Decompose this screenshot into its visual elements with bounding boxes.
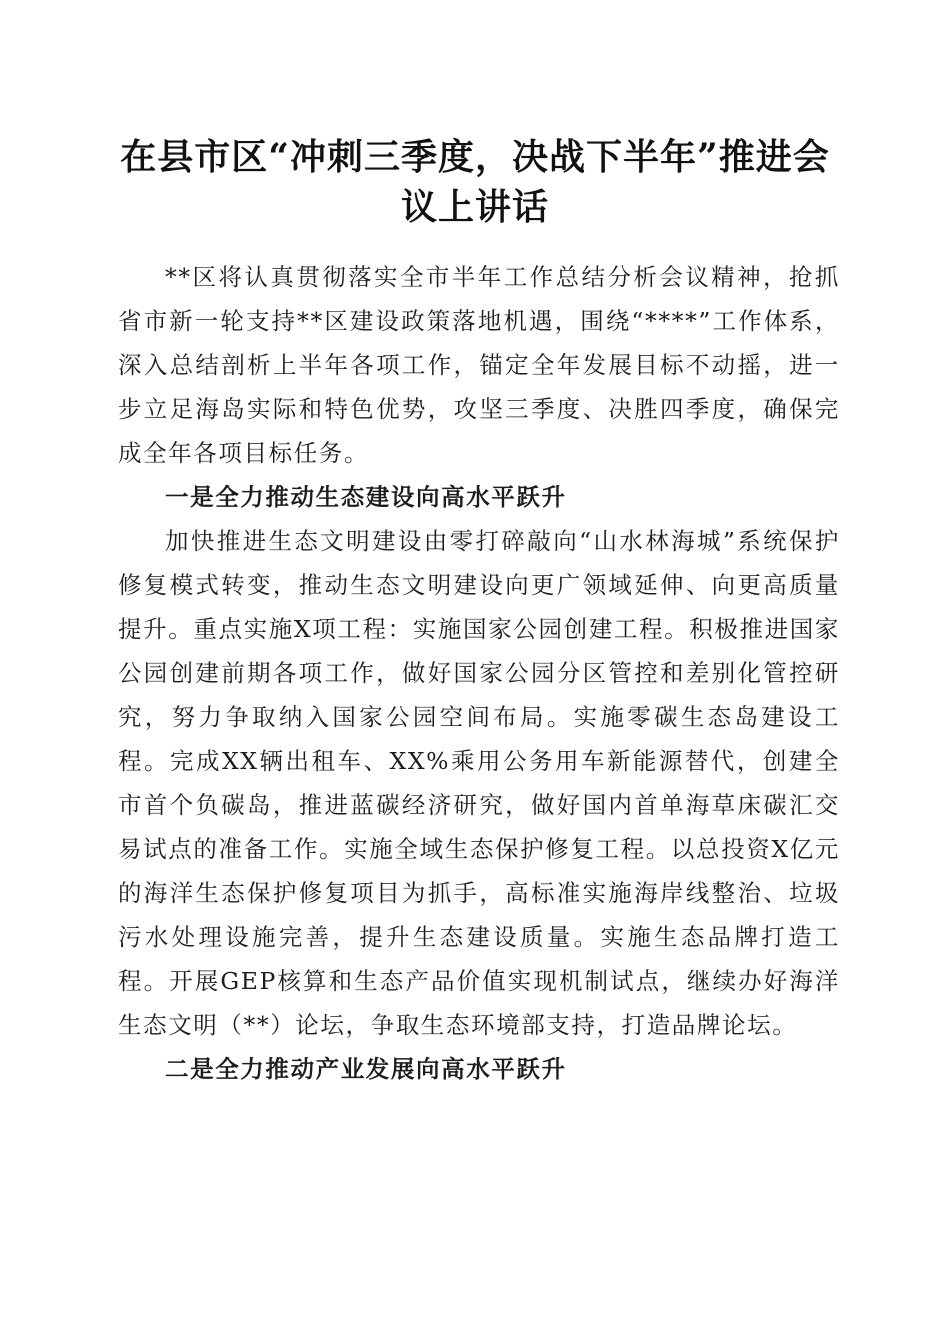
section-1-heading: 一是全力推动生态建设向高水平跃升 [165,483,567,511]
document-title [100,132,850,232]
section-2-heading: 二是全力推动产业发展向高水平跃升 [165,1055,567,1083]
title-line-1: 在县市区“冲刺三季度，决战下半年”推进会 [120,136,830,178]
document-body [118,255,840,1091]
title-line-2: 议上讲话 [400,186,549,228]
section-1-paragraph: 加快推进生态文明建设由零打碎敲向“山水林海城”系统保护修复模式转变，推动生态文明建设向更广领域延伸、向更高质量提升。重点实施X项工程：实施国家公园创建工程。积极推进国家公园创建前期各项工作，做好国家公园分区管控和差别化管控研究，努力争取纳入国家公园空间布局。实施零碳生态岛建设工程。完成XX辆出租车、XX%乘用公务用车新能源替代，创建全市首个负碳岛，推进蓝碳经济研究，做好国内首单海草床碳汇交易试点的准备工作。实施全域生态保护修复工程。以总投资X亿元的海洋生态保护修复项目为抓手，高标准实施海岸线整治、垃圾污水处理设施完善，提升生态建设质量。实施生态品牌打造工程。开展GEP核算和生态产品价值实现机制试点，继续办好海洋生态文明（**）论坛，争取生态环境部支持，打造品牌论坛。 [118,527,840,1039]
intro-paragraph: **区将认真贯彻落实全市半年工作总结分析会议精神，抢抓省市新一轮支持**区建设政策落地机遇，围绕“****”工作体系，深入总结剖析上半年各项工作，锚定全年发展目标不动摇，进一步立足海岛实际和特色优势，攻坚三季度、决胜四季度，确保完成全年各项目标任务。 [118,263,840,467]
